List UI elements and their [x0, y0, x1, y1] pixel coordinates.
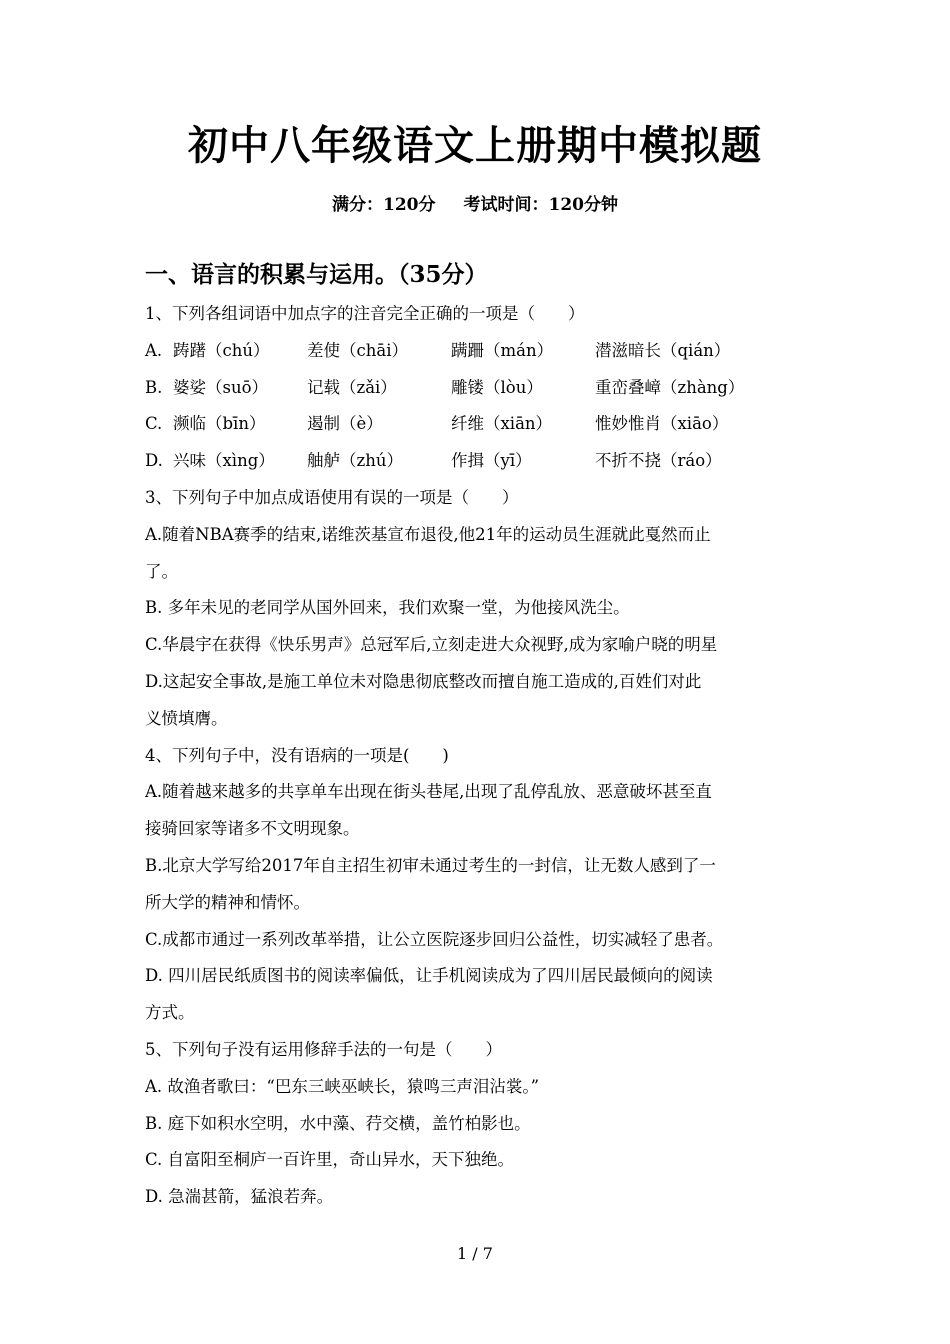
exam-info [0, 192, 950, 218]
question-5-option-d: D. 急湍甚箭，猛浪若奔。 [145, 1187, 334, 1207]
option-label: C. [145, 414, 163, 434]
option-cell: 纤维（xiān） [451, 414, 553, 434]
question-3-option-a-cont: 了。 [145, 561, 178, 581]
question-5-stem: 5、下列句子没有运用修辞手法的一句是（ ） [145, 1039, 502, 1059]
question-3-option-c: C.华晨宇在获得《快乐男声》总冠军后,立刻走进大众视野,成为家喻户晓的明星 [145, 635, 718, 655]
exam-time: 考试时间：120分钟 [463, 195, 618, 215]
option-cell: 惟妙惟肖（xiāo） [595, 414, 729, 434]
question-1-option-a [145, 333, 810, 370]
question-1-option-d [145, 443, 810, 480]
question-1-stem: 1、下列各组词语中加点字的注音完全正确的一项是（ ） [145, 304, 585, 323]
question-1-option-c [145, 406, 810, 443]
question-4-option-d: D. 四川居民纸质图书的阅读率偏低，让手机阅读成为了四川居民最倾向的阅读 [145, 966, 713, 986]
question-4-option-b: B.北京大学写给2017年自主招生初审未通过考生的一封信，让无数人感到了一 [145, 855, 716, 875]
page-title: 初中八年级语文上册期中模拟题 [188, 122, 762, 169]
option-cell: 雕镂（lòu） [451, 377, 543, 397]
question-4-option-a: A.随着越来越多的共享单车出现在街头巷尾,出现了乱停乱放、恶意破坏甚至直 [145, 782, 712, 802]
question-3-option-b: B. 多年未见的老同学从国外回来，我们欢聚一堂，为他接风洗尘。 [145, 598, 630, 618]
question-5-option-b: B. 庭下如积水空明，水中藻、荇交横，盖竹柏影也。 [145, 1113, 531, 1133]
question-4-option-c: C.成都市通过一系列改革举措，让公立医院逐步回归公益性，切实减轻了患者。 [145, 929, 724, 949]
question-4-option-d-cont: 方式。 [145, 1003, 195, 1023]
option-label: B. [145, 377, 163, 397]
question-1-option-b [145, 370, 810, 407]
option-cell: 差使（chāi） [307, 340, 408, 360]
option-cell: 潜滋暗长（qián） [595, 340, 731, 360]
question-list [145, 296, 810, 1216]
question-3-option-a: A.随着NBA赛季的结束,诺维茨基宣布退役,他21年的运动员生涯就此戛然而止 [145, 524, 711, 544]
question-5-option-a: A. 故渔者歌曰：“巴东三峡巫峡长，猿鸣三声泪沾裳。” [145, 1076, 540, 1096]
section-heading: 一、语言的积累与运用。（35分） [145, 261, 488, 288]
option-cell: 舳舻（zhú） [307, 451, 403, 471]
option-cell: 踌躇（chú） [173, 340, 270, 360]
option-cell: 记载（zǎi） [307, 377, 397, 397]
question-3-option-d: D.这起安全事故,是施工单位未对隐患彻底整改而擅自施工造成的,百姓们对此 [145, 671, 702, 691]
page-number: 1 / 7 [457, 1244, 493, 1263]
option-cell: 兴味（xìng） [173, 451, 275, 471]
option-cell: 遏制（è） [307, 414, 383, 434]
question-3-stem: 3、下列句子中加点成语使用有误的一项是（ ） [145, 487, 519, 507]
full-score: 满分：120分 [332, 195, 436, 215]
question-5-option-c: C. 自富阳至桐庐一百许里，奇山异水，天下独绝。 [145, 1150, 515, 1170]
option-cell: 蹒跚（mán） [451, 340, 554, 360]
option-cell: 不折不挠（ráo） [595, 451, 722, 471]
question-4-option-a-cont: 接骑回家等诸多不文明现象。 [145, 819, 360, 839]
option-label: D. [145, 451, 163, 471]
question-4-option-b-cont: 所大学的精神和情怀。 [145, 892, 310, 912]
option-cell: 重峦叠嶂（zhàng） [595, 377, 745, 397]
question-4-stem: 4、下列句子中，没有语病的一项是( ) [145, 745, 449, 765]
option-cell: 婆娑（suō） [173, 377, 269, 397]
question-3-option-d-cont: 义愤填膺。 [145, 708, 228, 728]
option-cell: 濒临（bīn） [173, 414, 266, 434]
option-cell: 作揖（yī） [451, 451, 532, 471]
option-label: A. [145, 340, 163, 360]
